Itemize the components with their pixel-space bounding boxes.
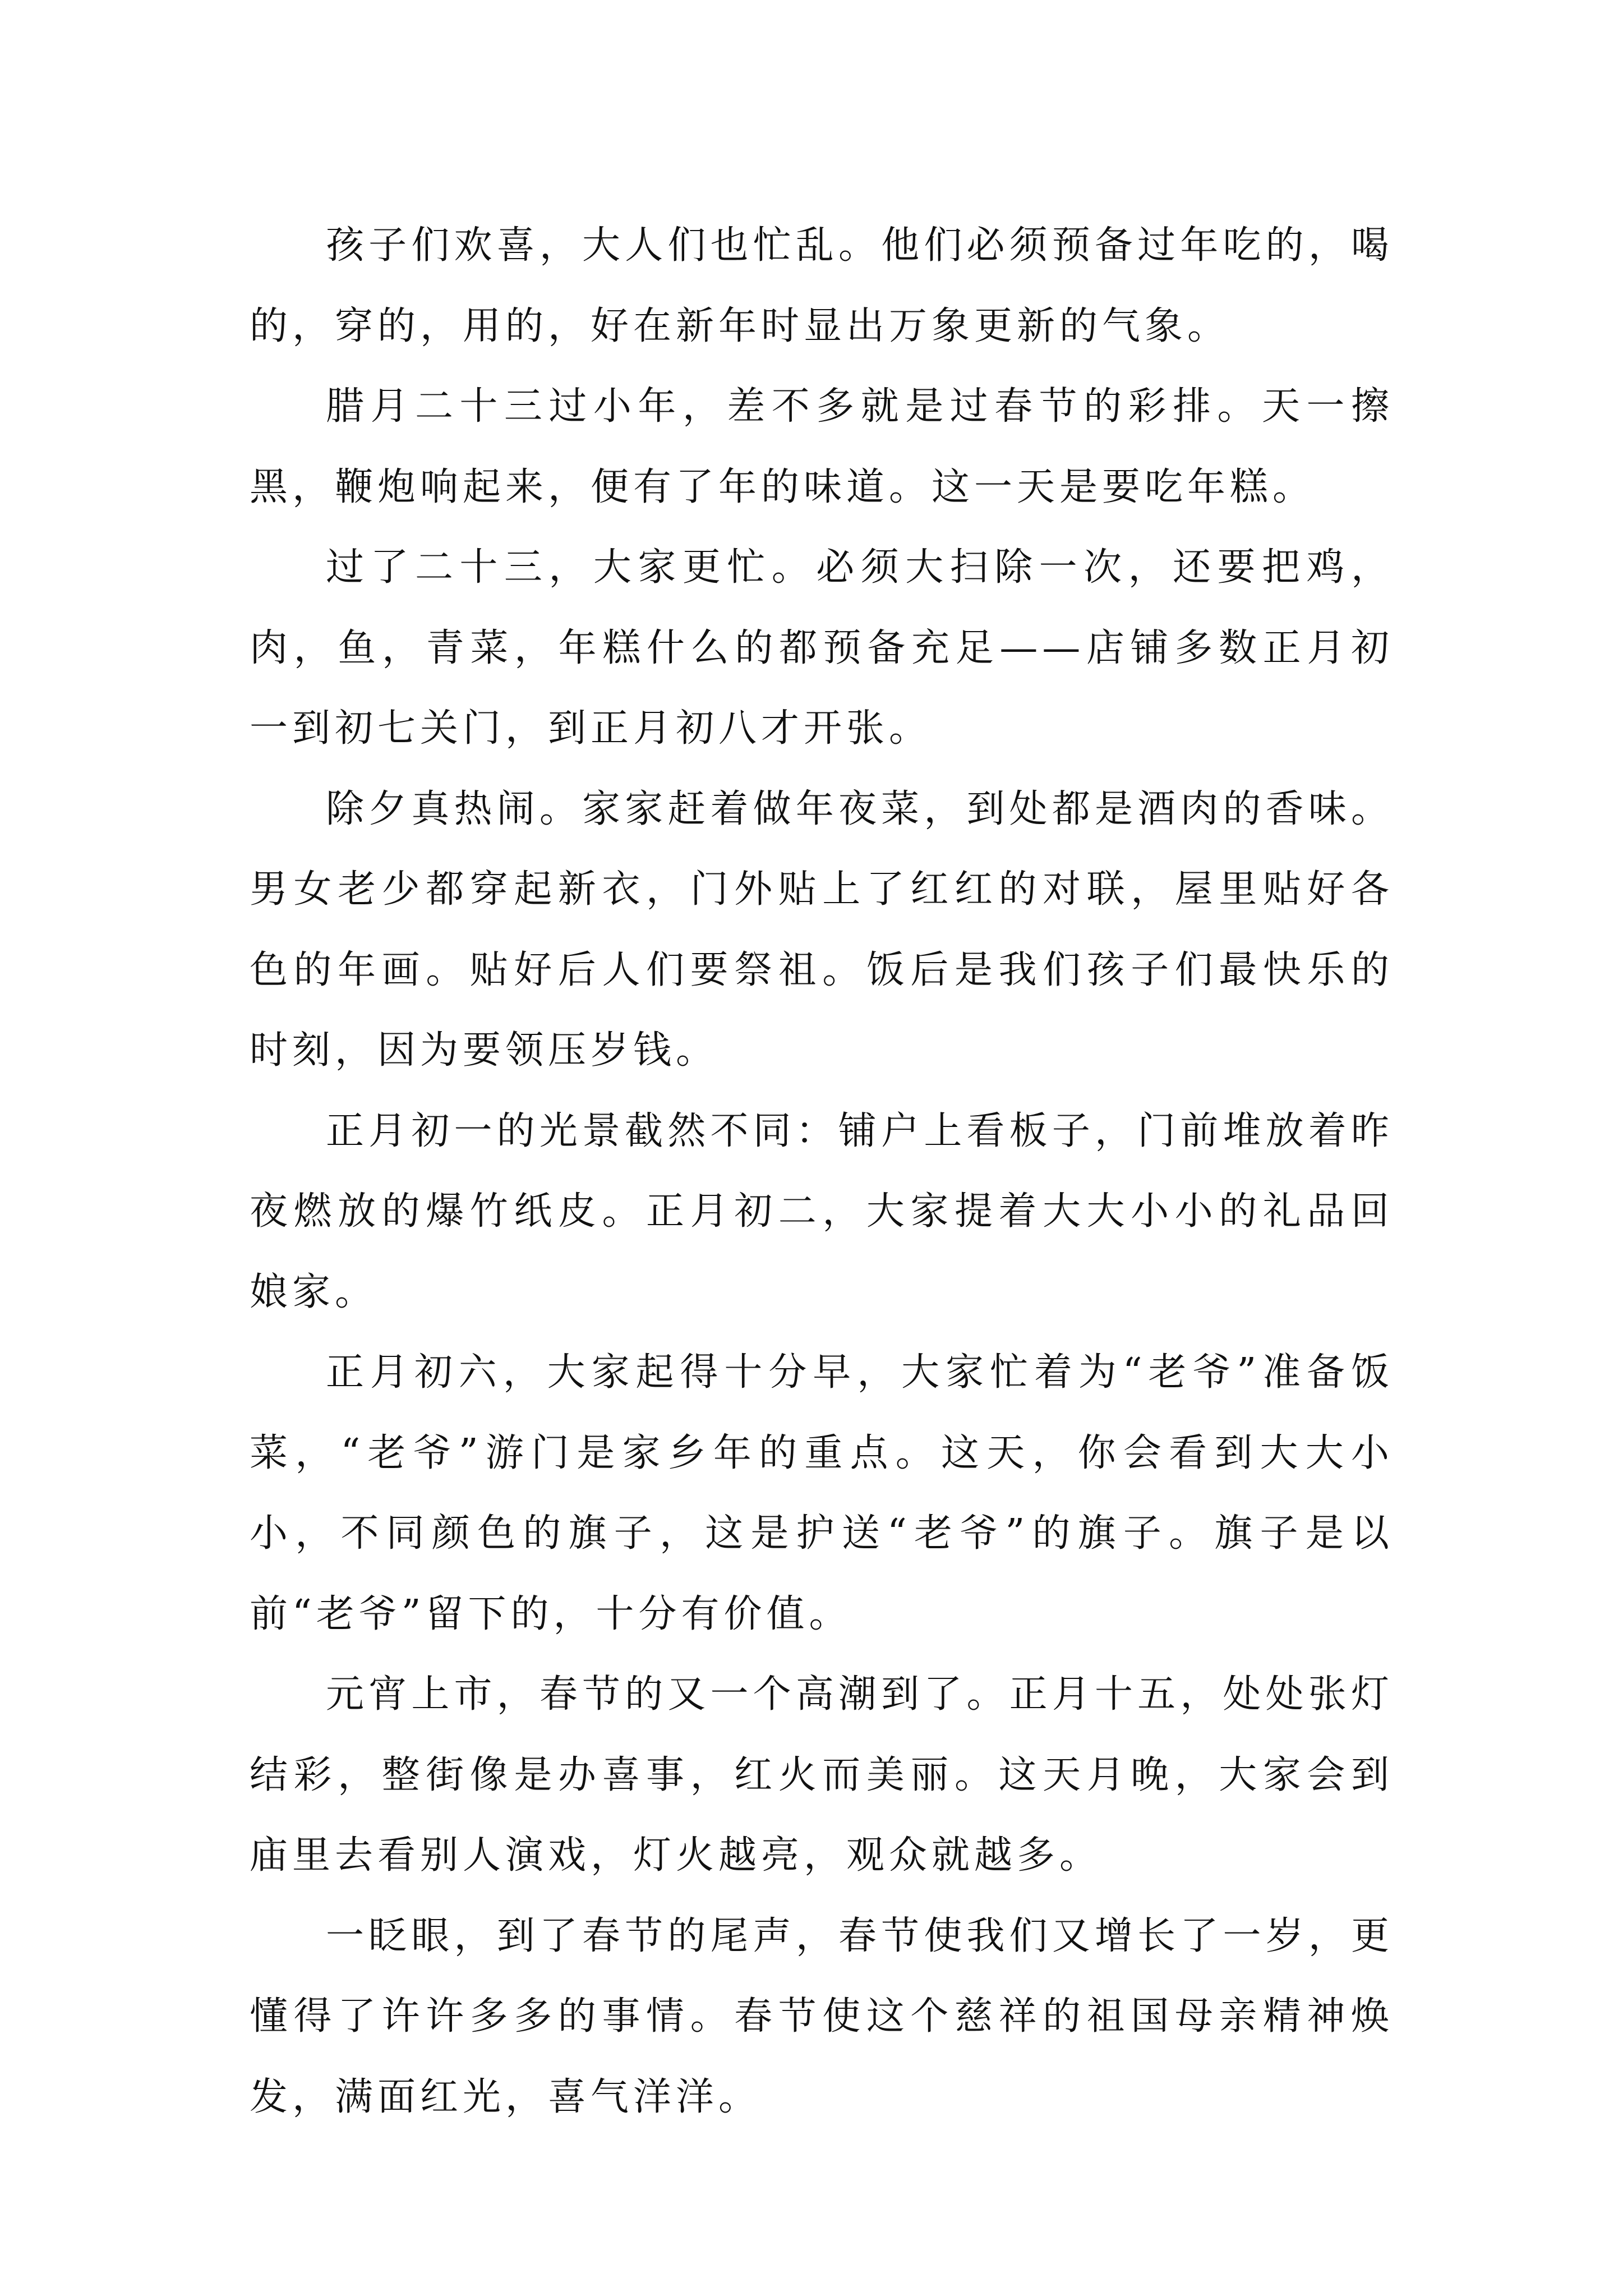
paragraph-4: 除夕真热闹。家家赶着做年夜菜，到处都是酒肉的香味。男女老少都穿起新衣，门外贴上了红红的对联，屋里贴好各色的年画。贴好后人们要祭祖。饭后是我们孩子们最快乐的时刻，因为要领压岁钱。	[250, 786, 1394, 1073]
paragraph-1: 孩子们欢喜，大人们也忙乱。他们必须预备过年吃的，喝的，穿的，用的，好在新年时显出万象更新的气象。	[250, 223, 1394, 348]
paragraph-6: 正月初六，大家起得十分早，大家忙着为“老爷”准备饭菜，“老爷”游门是家乡年的重点。这天，你会看到大大小小，不同颜色的旗子，这是护送“老爷”的旗子。旗子是以前“老爷”留下的，十分有价值。	[250, 1350, 1394, 1636]
paragraph-2: 腊月二十三过小年，差不多就是过春节的彩排。天一擦黑，鞭炮响起来，便有了年的味道。这一天是要吃年糕。	[250, 384, 1394, 509]
paragraph-5: 正月初一的光景截然不同：铺户上看板子，门前堆放着昨夜燃放的爆竹纸皮。正月初二，大家提着大大小小的礼品回娘家。	[250, 1108, 1394, 1314]
paragraph-7: 元宵上市，春节的又一个高潮到了。正月十五，处处张灯结彩，整街像是办喜事，红火而美丽。这天月晚，大家会到庙里去看别人演戏，灯火越亮，观众就越多。	[250, 1672, 1394, 1878]
document-body	[250, 205, 1394, 2137]
paragraph-8: 一眨眼，到了春节的尾声，春节使我们又增长了一岁，更懂得了许许多多的事情。春节使这个慈祥的祖国母亲精神焕发，满面红光，喜气洋洋。	[250, 1913, 1394, 2119]
paragraph-3: 过了二十三，大家更忙。必须大扫除一次，还要把鸡，肉，鱼，青菜，年糕什么的都预备充足——店铺多数正月初一到初七关门，到正月初八才开张。	[250, 545, 1394, 751]
